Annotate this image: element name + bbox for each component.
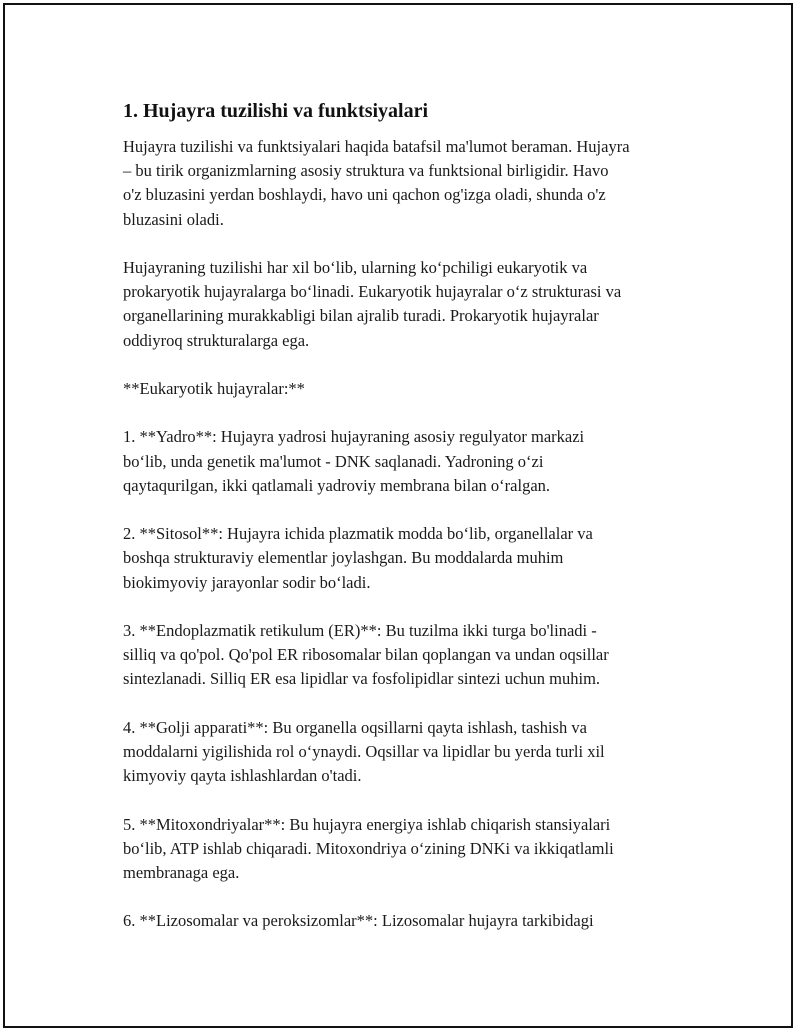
text-line: silliq va qo'pol. Qo'pol ER ribosomalar bilan qoplangan va undan oqsillar — [123, 645, 609, 665]
text-line: 4. **Golji apparati**: Bu organella oqsillarni qayta ishlash, tashish va — [123, 717, 587, 737]
list-item-sitosol — [123, 522, 703, 595]
list-item-mitoxondriyalar — [123, 813, 703, 886]
text-line: sintezlanadi. Silliq ER esa lipidlar va fosfolipidlar sintezi uchun muhim. — [123, 669, 601, 689]
text-line: boshqa strukturaviy elementlar joylashgan. Bu moddalarda muhim — [123, 548, 564, 568]
list-item-yadro — [123, 425, 703, 498]
page-frame — [3, 3, 793, 1028]
document-title: 1. Hujayra tuzilishi va funktsiyalari — [123, 100, 429, 122]
text-line: bo‘lib, unda genetik ma'lumot - DNK saqlanadi. Yadroning o‘zi — [123, 451, 544, 471]
text-line: membranaga ega. — [123, 862, 240, 882]
text-line: 2. **Sitosol**: Hujayra ichida plazmatik modda bo‘lib, organellalar va — [123, 524, 593, 544]
text-line: qaytaqurilgan, ikki qatlamali yadroviy membrana bilan o‘ralgan. — [123, 475, 551, 495]
list-item-golji — [123, 716, 703, 789]
text-line: Hujayraning tuzilishi har xil bo‘lib, ularning ko‘pchiligi eukaryotik va — [123, 258, 588, 277]
text-line: kimyoviy qayta ishlashlardan o'tadi. — [123, 766, 362, 786]
text-line: bluzasini oladi. — [123, 209, 224, 229]
text-line: moddalarni yigilishida rol o‘ynaydi. Oqsillar va lipidlar bu yerda turli xil — [123, 741, 605, 761]
text-line: organellarining murakkabligi bilan ajralib turadi. Prokaryotik hujayralar — [123, 306, 599, 326]
paragraph-intro — [123, 135, 703, 232]
document-body — [123, 97, 703, 958]
section-heading-eukaryotic — [123, 377, 703, 401]
list-item-er — [123, 619, 703, 692]
text-line: biokimyoviy jarayonlar sodir bo‘ladi. — [123, 572, 371, 592]
paragraph-structure — [123, 256, 703, 353]
text-line: 3. **Endoplazmatik retikulum (ER)**: Bu tuzilma ikki turga bo'linadi - — [123, 620, 597, 640]
text-line: 6. **Lizosomalar va peroksizomlar**: Lizosomalar hujayra tarkibidagi — [123, 911, 594, 931]
text-line: oddiyroq strukturalarga ega. — [123, 330, 310, 350]
text-line: – bu tirik organizmlarning asosiy struktura va funktsional birligidir. Havo — [123, 161, 609, 181]
text-line: Hujayra tuzilishi va funktsiyalari haqida batafsil ma'lumot beraman. Hujayra — [123, 137, 630, 156]
text-line: 1. **Yadro**: Hujayra yadrosi hujayraning asosiy regulyator markazi — [123, 427, 585, 447]
text-line: bo‘lib, ATP ishlab chiqaradi. Mitoxondriya o‘zining DNKi va ikkiqatlamli — [123, 838, 614, 858]
list-item-lizosomalar — [123, 909, 703, 933]
text-line: prokaryotik hujayralarga bo‘linadi. Eukaryotik hujayralar o‘z strukturasi va — [123, 282, 622, 302]
text-line: 5. **Mitoxondriyalar**: Bu hujayra energiya ishlab chiqarish stansiyalari — [123, 814, 611, 834]
text-line: o'z bluzasini yerdan boshlaydi, havo uni qachon og'izga oladi, shunda o'z — [123, 185, 606, 205]
text-line: **Eukaryotik hujayralar:** — [123, 379, 305, 398]
